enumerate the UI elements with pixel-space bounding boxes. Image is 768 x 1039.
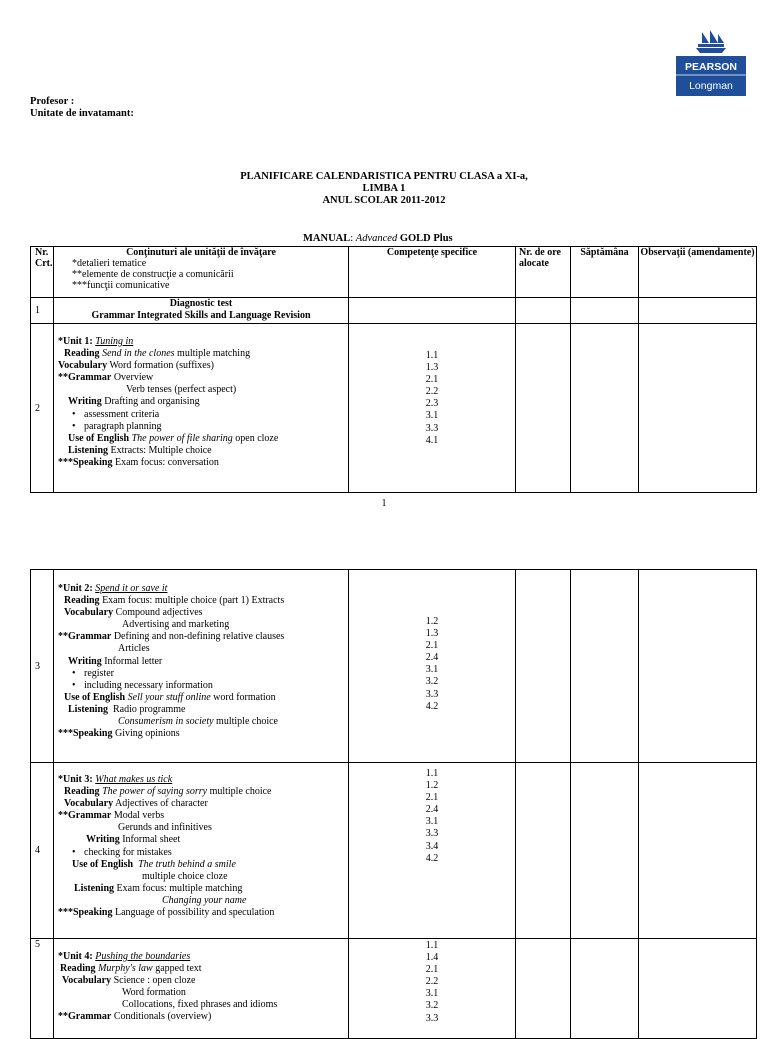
row-content: Diagnostic test Grammar Integrated Skills and Language Revision: [54, 298, 349, 324]
row-number: 3: [31, 570, 54, 763]
week-cell: [571, 324, 639, 493]
header-competences: Competenţe specifice: [349, 247, 516, 298]
notes-cell: [639, 298, 757, 324]
row-number: 1: [31, 298, 54, 324]
header-week: Săptămâna: [571, 247, 639, 298]
week-cell: [571, 570, 639, 763]
hours-cell: [516, 324, 571, 493]
manual-line: MANUAL: Advanced GOLD Plus: [303, 233, 453, 244]
row-content: *Unit 3: What makes us tick Reading The power of saying sorry multiple choice Vocabulary Adjectives of character **Grammar Modal verbs Gerunds and infinitives Writing Informal sheet • checking for mistakes Use of English The truth behind a smile multiple choice cloze Listening Exam focus: multiple matching Changing your name ***Speaking Language of possibility and speculation: [54, 763, 349, 939]
row-number: 4: [31, 763, 54, 939]
page-number: 1: [381, 498, 387, 509]
table-row: [31, 298, 757, 324]
hours-cell: [516, 570, 571, 763]
competences-cell: 1.1 1.4 2.1 2.2 3.1 3.2 3.3: [349, 939, 516, 1039]
competences-cell: 1.1 1.2 2.1 2.4 3.1 3.3 3.4 4.2: [349, 763, 516, 939]
header-nr: Nr. Crt.: [31, 247, 54, 298]
competences-cell: 1.1 1.3 2.1 2.2 2.3 3.1 3.3 4.1: [349, 324, 516, 493]
header-notes: Observaţii (amendamente): [639, 247, 757, 298]
row-number: 2: [31, 324, 54, 493]
row-content: *Unit 4: Pushing the boundaries Reading Murphy's law gapped text Vocabulary Science : open cloze Word formation Collocations, fixed phrases and idioms **Grammar Conditionals (overview): [54, 939, 349, 1039]
table-header-row: [31, 247, 757, 298]
title-line1: PLANIFICARE CALENDARISTICA PENTRU CLASA a XI-a,: [240, 171, 528, 182]
notes-cell: [639, 570, 757, 763]
notes-cell: [639, 324, 757, 493]
row-content: *Unit 1: Tuning in Reading Send in the clones multiple matching Vocabulary Word formation (suffixes) **Grammar Overview Verb tenses (perfect aspect) Writing Drafting and organising • assessment criteria • paragraph planning Use of English The power of file sharing open cloze Listening Extracts: Multiple choice ***Speaking Exam focus: conversation: [54, 324, 349, 493]
header-hours: Nr. de ore alocate: [516, 247, 571, 298]
hours-cell: [516, 298, 571, 324]
row-content: *Unit 2: Spend it or save it Reading Exam focus: multiple choice (part 1) Extracts Vocabulary Compound adjectives Advertising and marketing **Grammar Defining and non-defining relative clauses Articles Writing Informal letter • register • including necessary information Use of English Sell your stuff online word formation Listening Radio programme Consumerism in society multiple choice ***Speaking Giving opinions: [54, 570, 349, 763]
planning-table-page2: [30, 569, 757, 1039]
title-line2: LIMBA 1: [362, 183, 406, 194]
pearson-longman-logo: [676, 28, 746, 96]
table-row: [31, 570, 757, 763]
notes-cell: [639, 763, 757, 939]
teacher-info: [30, 96, 134, 120]
teacher-label: Profesor :: [30, 96, 75, 107]
title-line3: ANUL SCOLAR 2011-2012: [322, 195, 446, 206]
competences-cell: [349, 298, 516, 324]
manual-name-italic: Advanced: [355, 233, 398, 244]
manual-label: MANUAL: [303, 233, 351, 244]
document-title: [0, 171, 768, 207]
row-number: 5: [31, 939, 54, 1039]
ship-icon: [676, 28, 746, 96]
header-content: Conţinuturi ale unităţii de învăţare *detalieri tematice **elemente de construcţie a comunicării ***funcţii comunicative: [54, 247, 349, 298]
table-row: [31, 324, 757, 493]
logo-line1: PEARSON: [685, 61, 737, 73]
logo-line2: Longman: [689, 80, 733, 92]
hours-cell: [516, 763, 571, 939]
week-cell: [571, 763, 639, 939]
manual-name-bold: GOLD Plus: [399, 233, 453, 244]
table-row: [31, 763, 757, 939]
planning-table-page1: [30, 246, 757, 493]
school-label: Unitate de invatamant:: [30, 108, 134, 119]
competences-cell: 1.2 1.3 2.1 2.4 3.1 3.2 3.3 4.2: [349, 570, 516, 763]
week-cell: [571, 298, 639, 324]
